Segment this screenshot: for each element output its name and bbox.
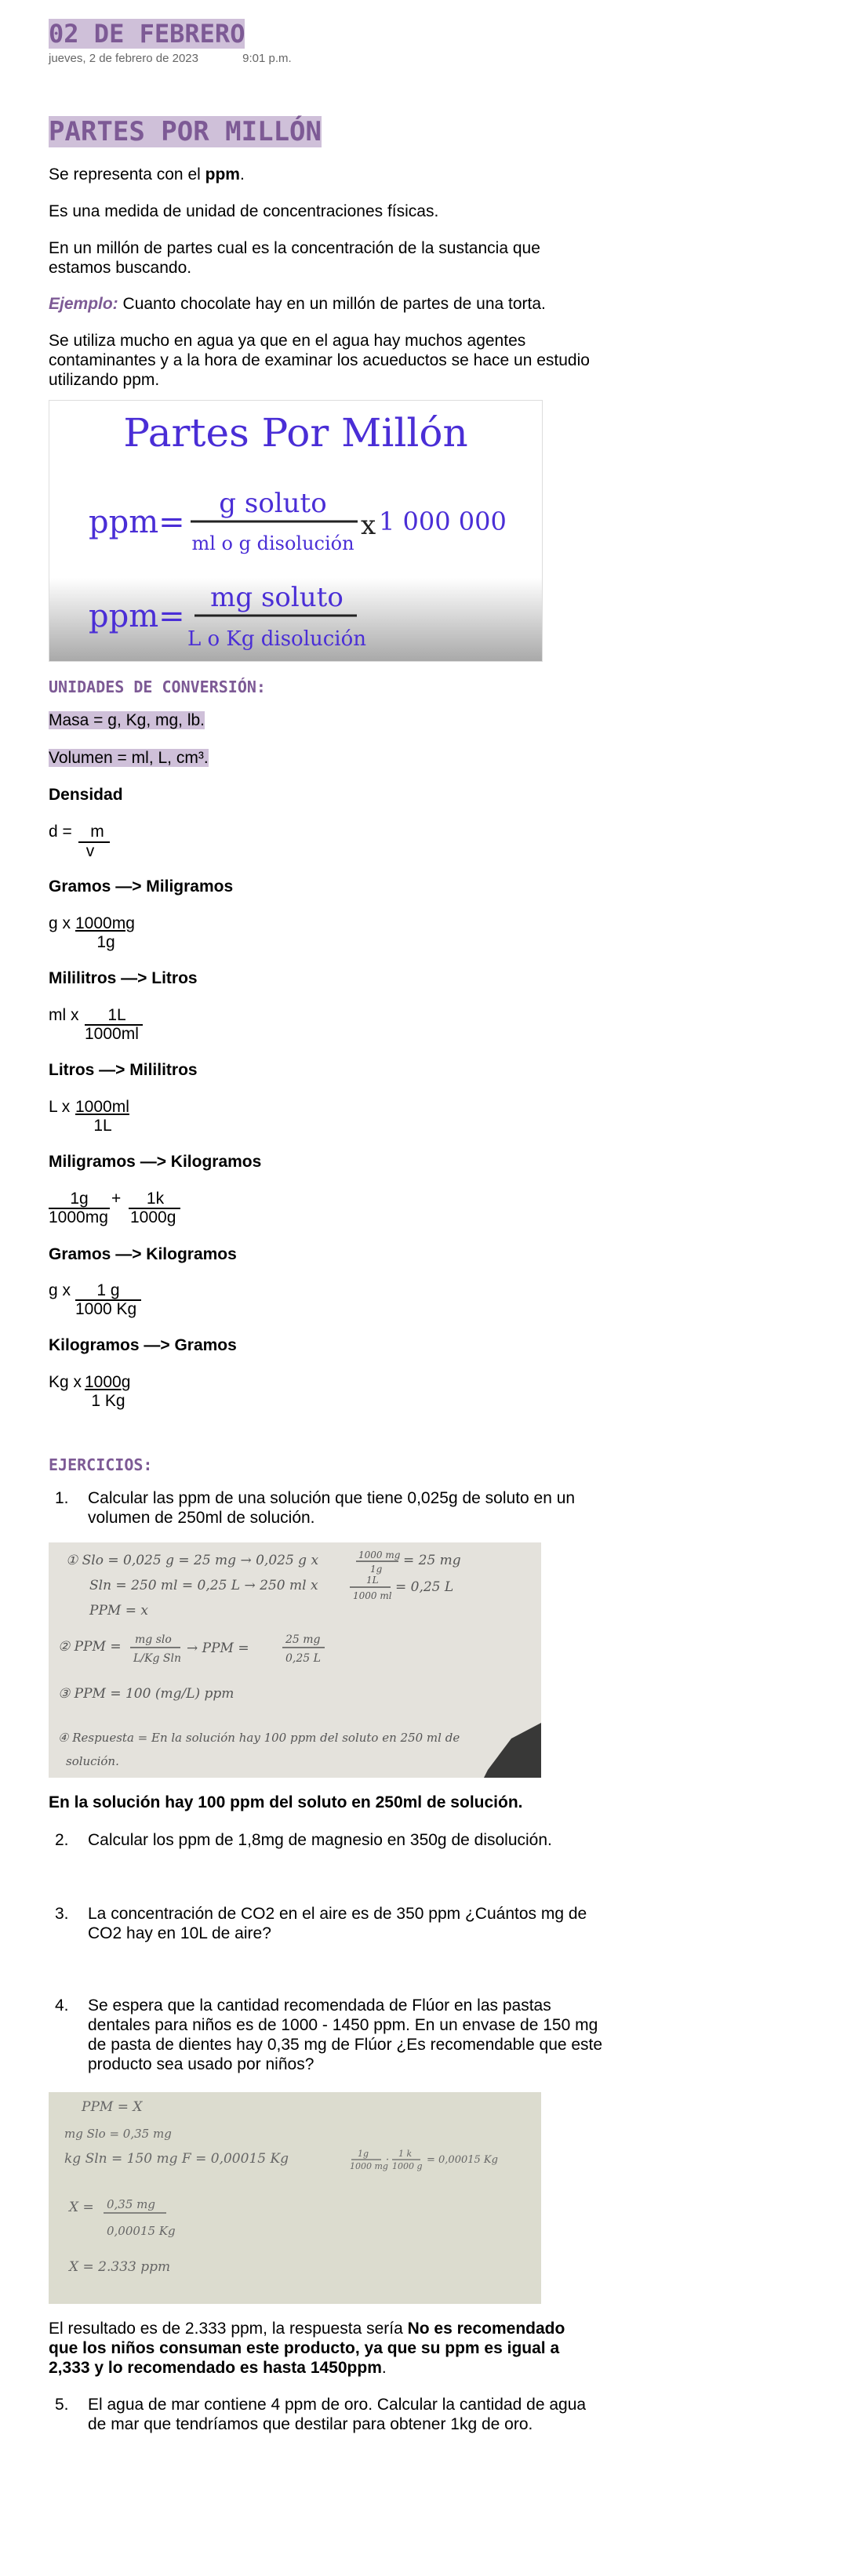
conv-l-ml-pre: L x	[49, 1098, 71, 1116]
paragraph-example: Ejemplo: Cuanto chocolate hay en un millón de partes de una torta.	[49, 295, 546, 313]
paragraph-water: Se utiliza mucho en agua ya que en el agua hay muchos agentes contaminantes y a la hora de examinar los acueductos se hace un estudio utilizando ppm.	[49, 332, 590, 389]
density-pre: d =	[49, 823, 72, 841]
conv-mg-kg-num2: 1k	[146, 1190, 165, 1208]
conv-ml-l-num: 1L	[107, 1006, 126, 1024]
hw2-svg	[49, 2092, 541, 2304]
handwritten-solution-2	[49, 2092, 541, 2304]
conv-kg-g-pre: Kg x	[49, 1373, 82, 1391]
svg-text:② PPM =: ② PPM =	[58, 1639, 122, 1655]
conv-g-kg-num: 1 g	[96, 1281, 120, 1299]
svg-text:X = 2.333 ppm: X = 2.333 ppm	[69, 2259, 171, 2275]
formula-num-2: mg soluto	[210, 582, 344, 613]
svg-text:X =: X =	[69, 2200, 94, 2215]
formula-den-2: L o Kg disolución	[187, 627, 367, 651]
conv-kg-g-title: Kilogramos —> Gramos	[49, 1336, 237, 1354]
svg-text:③ PPM = 100 (mg/L) ppm: ③ PPM = 100 (mg/L) ppm	[58, 1686, 234, 1702]
conv-ml-l-title: Mililitros —> Litros	[49, 969, 198, 987]
svg-text:= 0,00015 Kg: = 0,00015 Kg	[427, 2154, 498, 2166]
conv-ml-l-den: 1000ml	[85, 1025, 139, 1043]
svg-text:0,35 mg: 0,35 mg	[107, 2197, 155, 2211]
exercise-4: 4. Se espera que la cantidad recomendada de Flúor en las pastas dentales para niños es de 1000 - 1450 ppm. En un envase de 150 mg de pasta de dientes hay 0,35 mg de Flúor ¿Es recomendable que este producto sea usado por niños?	[55, 1996, 603, 2073]
formula-num-1: g soluto	[219, 488, 327, 519]
svg-text:·: ·	[386, 2154, 390, 2166]
svg-text:→ PPM =: → PPM =	[187, 1640, 249, 1656]
conv-g-kg-title: Gramos —> Kilogramos	[49, 1245, 237, 1263]
conv-l-ml-den: 1L	[93, 1117, 112, 1135]
formula-image	[49, 400, 543, 662]
svg-text:1 k: 1 k	[398, 2149, 413, 2159]
svg-text:kg Sln = 150 mg F = 0,00015 Kg: kg Sln = 150 mg F = 0,00015 Kg	[64, 2151, 289, 2167]
handwritten-solution-1	[49, 1542, 541, 1778]
date-title: 02 DE FEBRERO	[49, 19, 245, 49]
svg-text:① Slo = 0,025 g = 25 mg → 0,02: ① Slo = 0,025 g = 25 mg → 0,025 g x	[66, 1553, 319, 1568]
svg-text:1000 g: 1000 g	[392, 2161, 423, 2171]
note-date: jueves, 2 de febrero de 2023	[49, 52, 198, 65]
exercise-2: 2. Calcular los ppm de 1,8mg de magnesio en 350g de disolución.	[55, 1831, 552, 1849]
svg-text:④ Respuesta = En la solución h: ④ Respuesta = En la solución hay 100 ppm del soluto en 250 ml de	[58, 1731, 460, 1745]
conv-g-mg-num: 1000mg	[75, 914, 135, 932]
svg-text:25 mg: 25 mg	[285, 1633, 321, 1646]
svg-text:1g: 1g	[358, 2149, 369, 2159]
svg-text:mg slo: mg slo	[135, 1633, 172, 1646]
conv-mg-kg-num1: 1g	[70, 1190, 89, 1208]
density-num: m	[90, 823, 104, 841]
svg-text:1g: 1g	[370, 1564, 383, 1575]
conv-l-ml-title: Litros —> Mililitros	[49, 1061, 198, 1079]
svg-text:Sln = 250 ml = 0,25 L → 250 ml: Sln = 250 ml = 0,25 L → 250 ml x	[89, 1578, 318, 1593]
note-time: 9:01 p.m.	[242, 52, 292, 65]
conv-mg-kg-op: +	[111, 1190, 122, 1208]
paragraph-ppm: Se representa con el ppm.	[49, 165, 245, 183]
units-density: Densidad	[49, 786, 123, 804]
svg-text:solución.: solución.	[66, 1754, 119, 1768]
paragraph-measure: Es una medida de unidad de concentraciones físicas.	[49, 202, 439, 220]
hw1-svg	[49, 1542, 541, 1778]
formula-svg	[49, 401, 542, 661]
density-den: v	[85, 842, 95, 860]
svg-text:1000 mg: 1000 mg	[358, 1550, 401, 1560]
svg-text:0,25 L: 0,25 L	[285, 1652, 321, 1665]
answer-1: En la solución hay 100 ppm del soluto en 250ml de solución.	[49, 1793, 523, 1811]
conv-g-mg-title: Gramos —> Miligramos	[49, 877, 234, 896]
svg-text:PPM = x: PPM = x	[89, 1603, 148, 1619]
svg-text:0,00015 Kg: 0,00015 Kg	[107, 2224, 176, 2238]
formula-ppm-1: ppm=	[89, 504, 185, 540]
formula-title: Partes Por Millón	[123, 410, 468, 456]
units-volume: Volumen = ml, L, cm³.	[49, 749, 209, 767]
svg-text:PPM = X: PPM = X	[82, 2099, 143, 2115]
conv-kg-g-den: 1 Kg	[91, 1392, 125, 1410]
conv-g-kg-pre: g x	[49, 1281, 71, 1299]
exercise-5: 5. El agua de mar contiene 4 ppm de oro. Calcular la cantidad de agua de mar que tendríamos que destilar para obtener 1kg de oro.	[55, 2396, 587, 2433]
answer-4: El resultado es de 2.333 ppm, la respuesta sería No es recomendado que los niños consuman este producto, ya que su ppm es igual a 2,333 y lo recomendado es hasta 1450ppm.	[49, 2320, 565, 2377]
units-title: UNIDADES DE CONVERSIÓN:	[49, 678, 266, 696]
formula-times: x	[361, 510, 376, 541]
svg-text:= 0,25 L: = 0,25 L	[395, 1579, 454, 1595]
conv-ml-l-pre: ml x	[49, 1006, 79, 1024]
conv-g-kg-den: 1000 Kg	[75, 1300, 137, 1318]
exercise-1: 1. Calcular las ppm de una solución que tiene 0,025g de soluto en un volumen de 250ml de solución.	[55, 1489, 576, 1527]
section-title: PARTES POR MILLÓN	[49, 116, 322, 147]
conv-l-ml-num: 1000ml	[75, 1098, 129, 1116]
svg-text:1000 ml: 1000 ml	[353, 1590, 392, 1601]
paragraph-million: En un millón de partes cual es la concentración de la sustancia que estamos buscando.	[49, 239, 540, 277]
note-meta	[49, 52, 333, 65]
conv-mg-kg-den2: 1000g	[130, 1208, 176, 1226]
conv-g-mg-pre: g x	[49, 914, 71, 932]
formula-ppm-2: ppm=	[89, 598, 185, 634]
formula-den-1: ml o g disolución	[191, 532, 354, 554]
units-mass: Masa = g, Kg, mg, lb.	[49, 711, 205, 729]
exercises-title: EJERCICIOS:	[49, 1455, 153, 1474]
svg-text:L/Kg Sln: L/Kg Sln	[133, 1652, 181, 1665]
svg-text:1L: 1L	[366, 1575, 379, 1586]
conv-kg-g-num: 1000g	[85, 1373, 131, 1391]
exercise-3: 3. La concentración de CO2 en el aire es de 350 ppm ¿Cuántos mg de CO2 hay en 10L de aire?	[55, 1905, 587, 1942]
svg-text:mg Slo = 0,35 mg: mg Slo = 0,35 mg	[64, 2127, 172, 2141]
svg-text:1000 mg: 1000 mg	[350, 2161, 388, 2171]
example-label: Ejemplo:	[49, 295, 118, 313]
conv-mg-kg-title: Miligramos —> Kilogramos	[49, 1153, 262, 1171]
conv-mg-kg-den1: 1000mg	[49, 1208, 108, 1226]
conv-g-mg-den: 1g	[96, 933, 115, 951]
svg-text:= 25 mg: = 25 mg	[403, 1553, 461, 1568]
formula-million: 1 000 000	[379, 507, 507, 536]
